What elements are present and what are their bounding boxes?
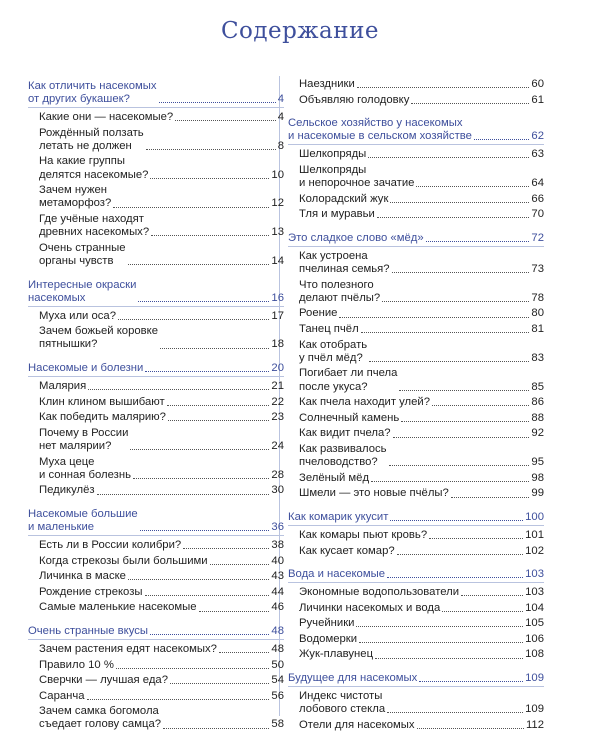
toc-entry[interactable] <box>288 323 544 336</box>
toc-entry-title: Малярия <box>39 379 87 392</box>
toc-entry[interactable] <box>28 555 284 568</box>
page-number: 85 <box>531 380 544 393</box>
section-heading-title: Сельское хозяйство у насекомых и насекомые в сельском хозяйстве <box>288 117 472 143</box>
toc-entry[interactable] <box>288 279 544 305</box>
toc-entry-title: Личинка в маске <box>39 570 126 583</box>
toc-entry[interactable] <box>28 484 284 497</box>
leader-dots <box>210 564 270 565</box>
page-number: 4 <box>277 93 284 105</box>
toc-entry-title: Наездники <box>299 78 355 90</box>
page-number: 64 <box>531 176 544 189</box>
page-number: 86 <box>531 396 544 409</box>
leader-dots <box>87 699 270 700</box>
leader-dots <box>151 235 269 236</box>
toc-entry-title: Муха цеце и сонная болезнь <box>39 455 131 481</box>
toc-entry[interactable] <box>288 648 544 661</box>
page-number: 17 <box>271 309 284 322</box>
leader-dots <box>461 595 523 596</box>
toc-entry[interactable] <box>288 412 544 425</box>
toc-entry-title: Шелкопряды и непорочное зачатие <box>299 163 415 189</box>
section-heading[interactable] <box>288 115 544 145</box>
page-number: 73 <box>531 262 544 275</box>
toc-entry[interactable] <box>28 643 284 656</box>
toc-section <box>288 115 544 221</box>
leader-dots <box>116 668 270 669</box>
toc-entry-title: Индекс чистоты лобового стекла <box>299 690 386 716</box>
page-number: 58 <box>271 718 284 731</box>
toc-entry-title: Сверчки — лучшая еда? <box>39 674 168 687</box>
leader-dots <box>368 157 529 158</box>
toc-entry[interactable] <box>28 242 284 268</box>
leader-dots <box>160 348 269 349</box>
leader-dots <box>159 102 276 103</box>
page-number: 104 <box>525 601 544 614</box>
leader-dots <box>382 301 529 302</box>
page-number: 30 <box>271 484 284 497</box>
page-number: 62 <box>531 130 544 143</box>
page-number: 28 <box>271 468 284 481</box>
page-number: 48 <box>271 624 284 637</box>
leader-dots <box>451 497 530 498</box>
page-number: 13 <box>271 226 284 239</box>
toc-entry[interactable] <box>28 184 284 210</box>
toc-entry[interactable] <box>288 427 544 440</box>
section-heading[interactable] <box>288 670 544 687</box>
toc-entry-title: Почему в России нет малярии? <box>39 426 129 452</box>
toc-entry-title: Как кусает комар? <box>299 544 395 557</box>
toc-entry[interactable] <box>288 339 544 365</box>
toc-entry[interactable] <box>28 127 284 153</box>
toc-entry-title: Как устроена пчелиная семья? <box>299 249 390 275</box>
page-number: 103 <box>525 586 544 599</box>
toc-entry-title: Тля и муравьи <box>299 208 375 221</box>
toc-section <box>288 230 544 501</box>
page-number: 61 <box>531 93 544 106</box>
toc-entry-title: На какие группы делятся насекомые? <box>39 155 149 181</box>
toc-entry-title: Правило 10 % <box>39 658 114 671</box>
section-heading-title: Это сладкое слово «мёд» <box>288 231 424 244</box>
page-number: 98 <box>531 471 544 484</box>
toc-entry[interactable] <box>28 601 284 614</box>
toc-entry-title: Какие они — насекомые? <box>39 111 174 123</box>
leader-dots <box>140 530 270 531</box>
page-number: 112 <box>525 718 544 731</box>
page-number: 10 <box>271 168 284 181</box>
toc-entry-title: Рождение стрекозы <box>39 585 143 598</box>
leader-dots <box>387 712 523 713</box>
toc-entry-title: Как комары пьют кровь? <box>299 528 428 541</box>
page-number: 48 <box>271 642 284 655</box>
section-heading-title: Будущее для насекомых <box>288 672 418 685</box>
page-number: 80 <box>531 307 544 320</box>
toc-entry-title: Личинки насекомых и вода <box>299 601 441 614</box>
toc-section <box>288 566 544 662</box>
leader-dots <box>361 332 530 333</box>
toc-entry-title: Танец пчёл <box>299 322 359 335</box>
toc-entry-title: Как видит пчела? <box>299 427 391 440</box>
toc-entry-title: Жук-плавунец <box>299 648 374 661</box>
toc-entry[interactable] <box>288 690 544 716</box>
page-number: 102 <box>525 544 544 557</box>
leader-dots <box>175 120 276 121</box>
toc-entry-title: Шмели — это новые пчёлы? <box>299 487 449 500</box>
toc-entry[interactable] <box>288 602 544 615</box>
leader-dots <box>118 319 269 320</box>
continued-entries <box>288 78 544 107</box>
page-number: 63 <box>531 148 544 161</box>
leader-dots <box>389 465 530 466</box>
toc-section <box>288 509 544 558</box>
toc-section <box>28 623 284 732</box>
toc-entry[interactable] <box>288 164 544 190</box>
page-number: 46 <box>271 601 284 614</box>
page-number: 66 <box>531 192 544 205</box>
toc-entry[interactable] <box>288 367 544 393</box>
toc-entry-title: Зачем растения едят насекомых? <box>39 642 217 655</box>
page-number: 88 <box>531 411 544 424</box>
leader-dots <box>390 202 529 203</box>
leader-dots <box>145 595 270 596</box>
toc-entry-title: Отели для насекомых <box>299 718 415 731</box>
toc-entry[interactable] <box>28 427 284 453</box>
toc-entry[interactable] <box>288 307 544 320</box>
page-number: 109 <box>525 703 544 716</box>
leader-dots <box>429 538 523 539</box>
toc-entry-title: Погибает ли пчела после укуса? <box>299 367 398 393</box>
toc-entry[interactable] <box>288 545 544 558</box>
page-number: 24 <box>271 439 284 452</box>
toc-entry[interactable] <box>288 193 544 206</box>
leader-dots <box>128 579 269 580</box>
toc-entry[interactable] <box>28 411 284 424</box>
leader-dots <box>88 389 269 390</box>
section-gap <box>288 734 544 740</box>
section-heading[interactable] <box>28 277 284 307</box>
leader-dots <box>163 728 269 729</box>
leader-dots <box>474 139 530 140</box>
toc-entry[interactable] <box>28 380 284 393</box>
toc-entry[interactable] <box>288 250 544 276</box>
section-heading-title: Интересные окраски насекомых <box>28 278 137 304</box>
toc-entry[interactable] <box>28 586 284 599</box>
page-number: 60 <box>531 78 544 90</box>
toc-entry[interactable] <box>288 487 544 500</box>
leader-dots <box>426 241 530 242</box>
section-gap <box>28 734 284 740</box>
toc-entry[interactable] <box>288 472 544 485</box>
toc-left-column <box>28 78 284 740</box>
page-number: 43 <box>271 570 284 583</box>
leader-dots <box>146 149 276 150</box>
toc-entry[interactable] <box>28 111 284 124</box>
toc-entry-title: Очень странные органы чувств <box>39 241 126 267</box>
page-number: 12 <box>271 197 284 210</box>
toc-entry[interactable] <box>288 443 544 469</box>
leader-dots <box>432 405 529 406</box>
toc-entry-title: Как победить малярию? <box>39 411 166 424</box>
toc-entry[interactable] <box>288 148 544 161</box>
toc-section <box>28 78 284 268</box>
section-heading[interactable] <box>28 78 284 108</box>
leader-dots <box>377 217 530 218</box>
toc-entry-title: Зачем нужен метаморфоз? <box>39 184 112 210</box>
toc-entry-title: Водомерки <box>299 632 358 645</box>
leader-dots <box>369 361 529 362</box>
page-number: 50 <box>271 658 284 671</box>
toc-entry[interactable] <box>288 396 544 409</box>
leader-dots <box>442 611 523 612</box>
toc-entry-title: Когда стрекозы были большими <box>39 554 208 567</box>
page-number: 14 <box>271 254 284 267</box>
toc-section <box>28 360 284 498</box>
toc-section <box>28 506 284 615</box>
toc-entry-title: Как развивалось пчеловодство? <box>299 442 387 469</box>
toc-entry-title: Солнечный камень <box>299 411 400 424</box>
page-number: 108 <box>525 648 544 661</box>
toc-entry[interactable] <box>288 94 544 107</box>
leader-dots <box>170 683 269 684</box>
leader-dots <box>397 554 523 555</box>
page-number: 92 <box>531 427 544 440</box>
page-number: 56 <box>271 689 284 702</box>
page-number: 16 <box>271 291 284 304</box>
leader-dots <box>375 658 523 659</box>
section-heading[interactable] <box>28 623 284 640</box>
leader-dots <box>138 301 269 302</box>
section-heading[interactable] <box>288 509 544 526</box>
toc-entry[interactable] <box>288 586 544 599</box>
page-number: 72 <box>531 231 544 244</box>
page-number: 20 <box>271 361 284 374</box>
toc-entry-title: Есть ли в России колибри? <box>39 538 182 551</box>
toc-entry-title: Роение <box>299 307 338 320</box>
page-number: 18 <box>271 338 284 351</box>
toc-entry[interactable] <box>28 570 284 583</box>
leader-dots <box>371 481 529 482</box>
toc-entry[interactable] <box>28 705 284 731</box>
toc-entry-title: Зелёный мёд <box>299 471 370 484</box>
page-number: 44 <box>271 585 284 598</box>
leader-dots <box>401 421 529 422</box>
page-number: 101 <box>525 528 544 541</box>
leader-dots <box>359 642 523 643</box>
page-number: 54 <box>271 674 284 687</box>
toc-entry-title: Зачем самка богомола съедает голову самца? <box>39 705 162 731</box>
toc-entry[interactable] <box>288 633 544 646</box>
toc-section <box>288 670 544 732</box>
page-number: 22 <box>271 395 284 408</box>
toc-section <box>28 277 284 352</box>
page-number: 81 <box>531 322 544 335</box>
toc-entry[interactable] <box>288 617 544 630</box>
leader-dots <box>392 272 530 273</box>
toc-entry[interactable] <box>288 208 544 221</box>
leader-dots <box>113 207 269 208</box>
leader-dots <box>97 494 270 495</box>
leader-dots <box>219 652 269 653</box>
page-number: 100 <box>525 510 544 523</box>
section-heading[interactable] <box>28 360 284 377</box>
leader-dots <box>133 478 269 479</box>
toc-entry[interactable] <box>288 78 544 91</box>
toc-entry[interactable] <box>28 310 284 323</box>
toc-entry[interactable] <box>288 719 544 732</box>
leader-dots <box>387 577 523 578</box>
leader-dots <box>183 548 269 549</box>
leader-dots <box>416 186 529 187</box>
page-number: 36 <box>271 520 284 533</box>
leader-dots <box>417 728 524 729</box>
leader-dots <box>411 103 529 104</box>
toc-entry-title: Шелкопряды <box>299 148 367 161</box>
section-heading[interactable] <box>28 506 284 536</box>
toc-entry-title: Муха или оса? <box>39 309 116 322</box>
leader-dots <box>419 681 523 682</box>
toc-entry[interactable] <box>28 325 284 351</box>
leader-dots <box>339 317 529 318</box>
leader-dots <box>145 371 269 372</box>
leader-dots <box>393 437 530 438</box>
toc-entry[interactable] <box>28 539 284 552</box>
page-number: 4 <box>277 111 284 123</box>
leader-dots <box>150 634 269 635</box>
toc-entry[interactable] <box>28 396 284 409</box>
section-heading-title: Очень странные вкусы <box>28 624 148 637</box>
toc-entry-title: Педикулёз <box>39 484 95 497</box>
page-number: 105 <box>525 617 544 630</box>
toc-entry-title: Где учёные находят древних насекомых? <box>39 212 150 239</box>
toc-entry-title: Клин клином вышибают <box>39 395 165 408</box>
page-number: 38 <box>271 538 284 551</box>
leader-dots <box>356 626 523 627</box>
toc-right-column <box>288 78 544 740</box>
toc-entry[interactable] <box>28 674 284 687</box>
toc-entry[interactable] <box>28 456 284 482</box>
toc-entry-title: Самые маленькие насекомые <box>39 601 197 614</box>
page-number: 78 <box>531 291 544 304</box>
section-heading[interactable] <box>288 230 544 247</box>
toc-entry-title: Экономные водопользователи <box>299 586 460 599</box>
toc-entry-title: Рождённый ползать летать не должен <box>39 126 144 152</box>
page-number: 95 <box>531 456 544 469</box>
leader-dots <box>150 178 269 179</box>
page-number: 21 <box>271 379 284 392</box>
section-heading-title: Насекомые большие и маленькие <box>28 507 138 533</box>
toc-entry[interactable] <box>28 213 284 239</box>
page-number: 70 <box>531 208 544 221</box>
toc-entry-title: Зачем божьей коровке пятнышки? <box>39 325 159 351</box>
leader-dots <box>199 611 270 612</box>
toc-entry-title: Что полезного делают пчёлы? <box>299 278 381 304</box>
toc-entry-title: Как пчела находит улей? <box>299 396 431 409</box>
leader-dots <box>168 420 269 421</box>
toc-entry[interactable] <box>288 529 544 542</box>
page-number: 109 <box>525 672 544 685</box>
page-number: 40 <box>271 554 284 567</box>
toc-entry-title: Ручейники <box>299 617 355 630</box>
page-number: 103 <box>525 568 544 581</box>
toc-entry-title: Объявляю голодовку <box>299 93 410 106</box>
section-heading-title: Как комарик укусит <box>288 510 389 523</box>
leader-dots <box>399 390 529 391</box>
toc-entry[interactable] <box>28 155 284 181</box>
section-heading[interactable] <box>288 566 544 583</box>
leader-dots <box>128 264 270 265</box>
page-number: 106 <box>525 632 544 645</box>
page-number: 99 <box>531 487 544 500</box>
page-number: 8 <box>277 139 284 152</box>
toc-entry-title: Саранча <box>39 689 85 702</box>
page-number: 83 <box>531 351 544 364</box>
leader-dots <box>390 520 523 521</box>
page-number: 23 <box>271 411 284 424</box>
toc-entry-title: Колорадский жук <box>299 192 389 205</box>
toc-entry[interactable] <box>28 659 284 672</box>
section-heading-title: Как отличить насекомых от других букашек? <box>28 80 157 105</box>
leader-dots <box>357 87 530 88</box>
leader-dots <box>167 405 270 406</box>
toc-entry[interactable] <box>28 690 284 703</box>
page-title: Содержание <box>220 18 380 44</box>
section-heading-title: Насекомые и болезни <box>28 361 144 374</box>
section-heading-title: Вода и насекомые <box>288 568 386 581</box>
toc-entry-title: Как отобрать у пчёл мёд? <box>299 338 368 364</box>
leader-dots <box>130 449 269 450</box>
